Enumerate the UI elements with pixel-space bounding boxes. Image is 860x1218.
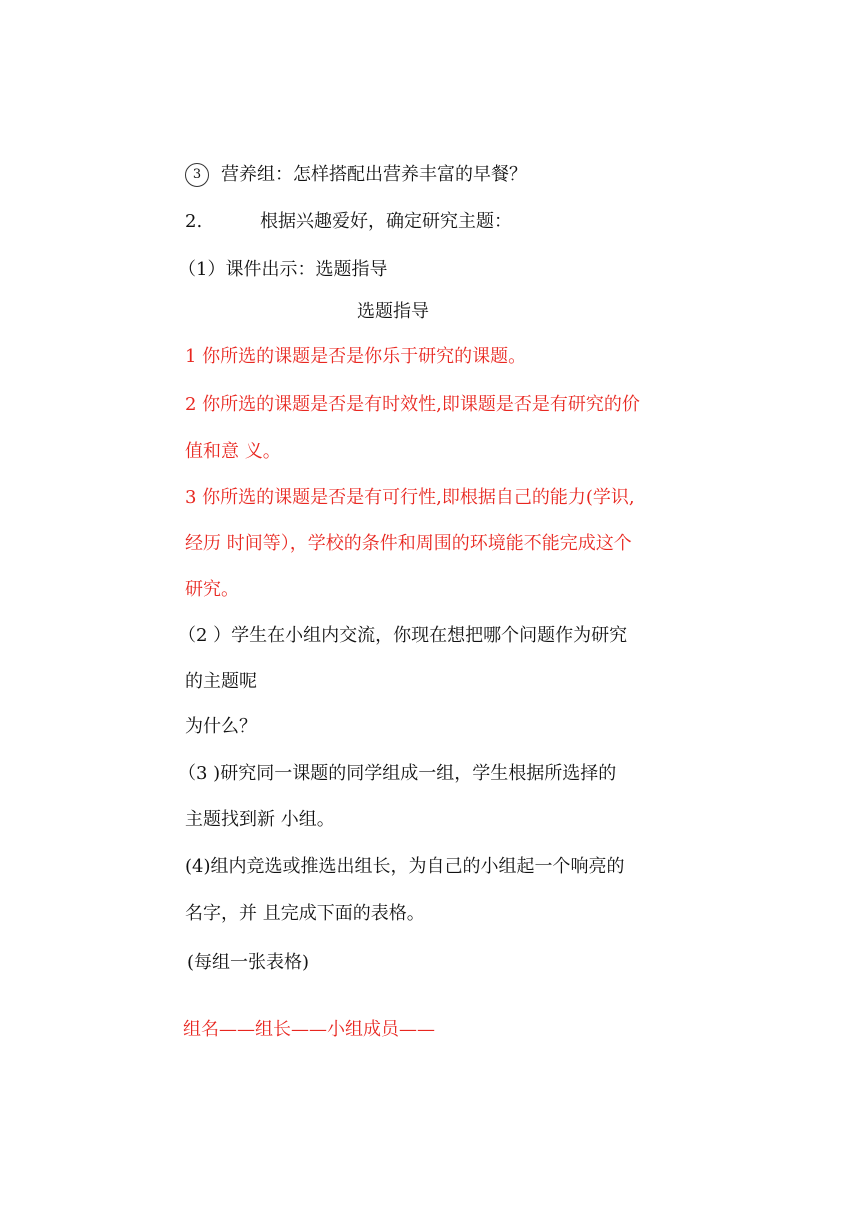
nutrition-group-text: 营养组：怎样搭配出营养丰富的早餐？ <box>221 164 527 185</box>
section-heading: 选题指导 <box>357 301 429 322</box>
guideline-1: 1 你所选的课题是否是你乐于研究的课题。 <box>185 346 527 367</box>
step-2-text: 根据兴趣爱好，确定研究主题： <box>260 211 512 232</box>
guideline-3-line3: 研究。 <box>185 579 239 600</box>
line-nutrition-group <box>185 163 527 187</box>
guideline-2-line1: 2 你所选的课题是否是有时效性,即课题是否是有研究的价 <box>185 394 640 415</box>
step-2-discussion-line3: 为什么？ <box>185 716 257 737</box>
step-4-line1: (4)组内竞选或推选出组长，为自己的小组起一个响亮的 <box>185 856 625 877</box>
guideline-3-line2: 经历 时间等），学校的条件和周围的环境能不能完成这个 <box>185 533 632 554</box>
step-2-discussion-line1: （2 ）学生在小组内交流，你现在想把哪个问题作为研究 <box>178 625 628 646</box>
line-courseware: （1）课件出示：选题指导 <box>178 259 388 280</box>
step-3-line2: 主题找到新 小组。 <box>185 809 335 830</box>
step-number: 2. <box>185 211 203 232</box>
guideline-2-line2: 值和意 义。 <box>185 441 281 462</box>
step-2-discussion-line2: 的主题呢 <box>185 671 257 692</box>
table-note: (每组一张表格) <box>187 952 310 973</box>
circled-number: 3 <box>185 163 209 187</box>
line-step-2 <box>185 210 512 234</box>
step-3-line1: （3 )研究同一课题的同学组成一组，学生根据所选择的 <box>178 763 617 784</box>
step-4-line2: 名字，并 且完成下面的表格。 <box>185 903 425 924</box>
group-form-line: 组名——组长——小组成员—— <box>183 1019 435 1040</box>
guideline-3-line1: 3 你所选的课题是否是有可行性,即根据自己的能力(学识, <box>185 487 635 508</box>
